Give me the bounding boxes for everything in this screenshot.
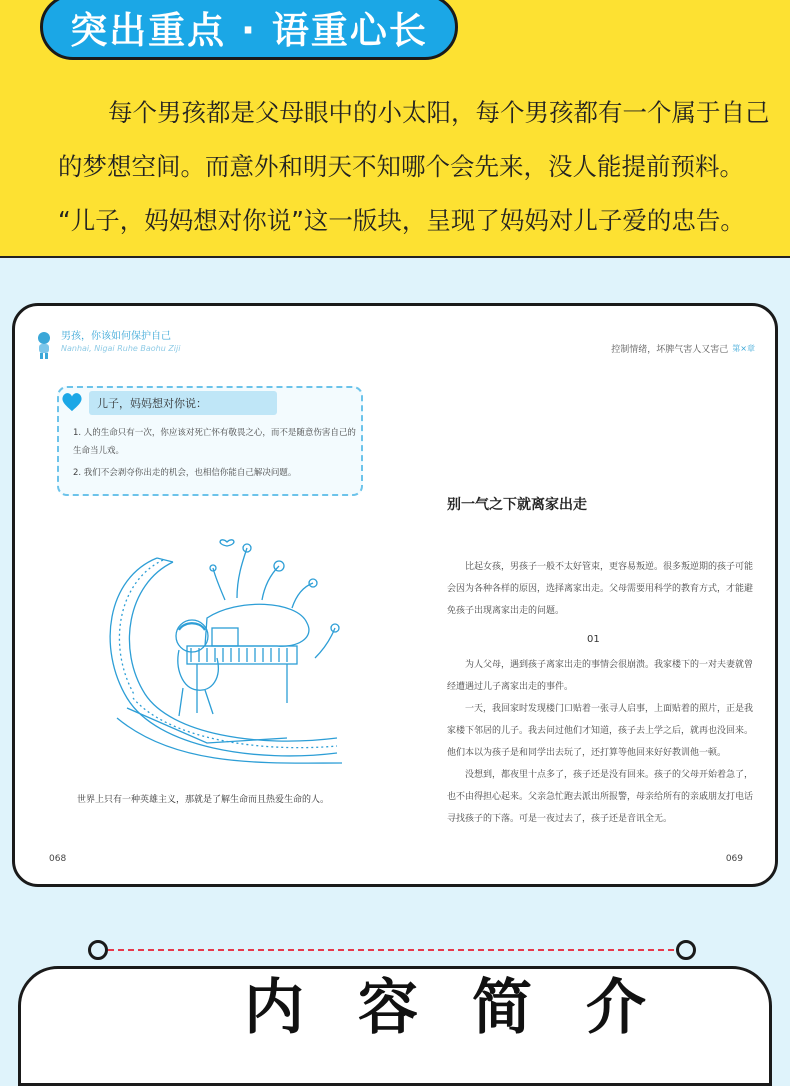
next-section-heading: 内容简介	[244, 973, 700, 1043]
running-header-right	[611, 342, 755, 355]
boy-mascot-icon	[33, 330, 55, 360]
divider-dot-left	[88, 940, 108, 960]
advice-item: 2. 我们不会剥夺你出走的机会，也相信你能自己解决问题。	[73, 468, 297, 478]
divider-dot-right	[676, 940, 696, 960]
paragraph: 一天，我回家时发现楼门口贴着一张寻人启事，上面贴着的照片，正是我家楼下邻居的儿子。我去问过他们才知道，孩子去上学之后，就再也没回来。他们本以为孩子是和同学出去玩了，还打算等他回来好好教训他一顿。	[447, 704, 754, 758]
advice-item: 1. 人的生命只有一次，你应该对死亡怀有敬畏之心，而不是随意伤害自己的生命当儿戏。	[73, 428, 356, 456]
book-title: 男孩，你该如何保护自己	[61, 331, 171, 342]
intro-banner	[0, 0, 790, 258]
illustration-caption: 世界上只有一种英雄主义，那就是了解生命而且热爱生命的人。	[77, 795, 330, 805]
advice-title: 儿子，妈妈想对你说：	[89, 391, 277, 415]
mom-advice-box	[57, 386, 363, 496]
chapter-title: 控制情绪，坏脾气害人又害己	[611, 345, 729, 355]
page-number-right: 069	[725, 854, 743, 864]
intro-line: “儿子，妈妈想对你说”这一版块，呈现了妈妈对儿子爱的忠告。	[58, 206, 745, 235]
section-intro	[447, 556, 755, 622]
boy-piano-illustration	[87, 538, 357, 770]
heart-icon	[61, 392, 83, 412]
page-number-left: 068	[49, 854, 67, 864]
intro-line: 每个男孩都是父母眼中的小太阳，每个男孩都有一个属于自己	[108, 98, 770, 127]
section-tag: 突出重点 · 语重心长	[40, 0, 458, 60]
dashed-divider	[98, 949, 684, 951]
intro-line: 的梦想空间。而意外和明天不知哪个会先来，没人能提前预料。	[58, 152, 744, 181]
section-body	[447, 654, 755, 830]
intro-text	[58, 86, 770, 248]
paragraph: 比起女孩，男孩子一般不太好管束，更容易叛逆。很多叛逆期的孩子可能会因为各种各样的原因，选择离家出走。父母需要用科学的教育方式，才能避免孩子出现离家出走的问题。	[447, 562, 754, 616]
chapter-marker: 第×章	[732, 344, 755, 353]
running-header-left	[33, 330, 180, 360]
section-number: 01	[587, 634, 600, 645]
book-spread-preview	[12, 303, 778, 887]
section-title: 别一气之下就离家出走	[447, 497, 587, 513]
book-title-pinyin: Nanhai, Nigai Ruhe Baohu Ziji	[61, 344, 181, 353]
paragraph: 没想到，都夜里十点多了，孩子还是没有回来。孩子的父母开始着急了，也不由得担心起来。父亲急忙跑去派出所报警，母亲给所有的亲戚朋友打电话寻找孩子的下落。可是一夜过去了，孩子还是音讯全无。	[447, 770, 754, 824]
paragraph: 为人父母，遇到孩子离家出走的事情会很崩溃。我家楼下的一对夫妻就曾经遭遇过儿子离家出走的事件。	[447, 660, 754, 692]
